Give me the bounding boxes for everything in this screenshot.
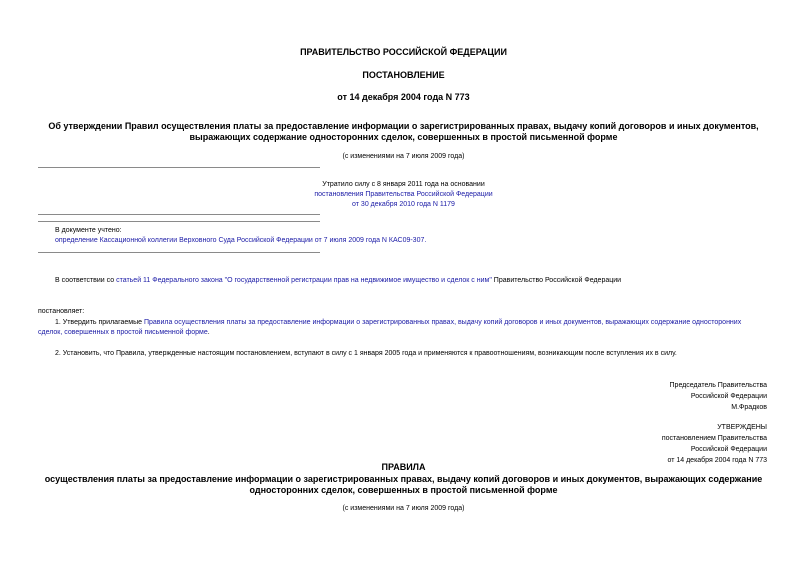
rules-title-line2: односторонних сделок, совершенных в простой письменной форме (249, 485, 558, 495)
divider (38, 167, 320, 168)
preamble-text-after: Правительство Российской Федерации (491, 277, 622, 284)
considered-label: В документе учтено: (55, 227, 122, 234)
approved-line3: Российской Федерации (690, 446, 767, 453)
rules-title-line1: осуществления платы за предоставление информации о зарегистрированных правах, выдачу копий договоров и иных документов, выражающих содержание (44, 474, 763, 484)
divider (38, 221, 320, 222)
doc-type: ПОСТАНОВЛЕНИЕ (362, 70, 445, 80)
item1-line2 (38, 329, 210, 336)
item1-text-after: . (207, 329, 210, 336)
approved-line4: от 14 декабря 2004 года N 773 (667, 457, 767, 464)
signature-line1: Председатель Правительства (669, 382, 767, 389)
preamble-law-link[interactable]: статьей 11 Федерального закона "О государственной регистрации прав на недвижимое имущество и сделок с ним" (116, 277, 492, 284)
amendments-note: (с изменениями на 7 июля 2009 года) (342, 153, 465, 160)
approved-line2: постановлением Правительства (661, 435, 767, 442)
doc-title-line1: Об утверждении Правил осуществления платы за предоставление информации о зарегистрированных правах, выдачу копий договоров и иных документов, (48, 121, 759, 131)
doc-title-line2: выражающих содержание односторонних сделок, совершенных в простой письменной форме (189, 132, 618, 142)
approved-line1: УТВЕРЖДЕНЫ (717, 424, 767, 431)
signature-block (670, 380, 767, 413)
doc-date-number: от 14 декабря 2004 года N 773 (337, 92, 470, 102)
decides-text: постановляет: (38, 308, 85, 315)
divider (38, 252, 320, 253)
item2: 2. Установить, что Правила, утвержденные настоящим постановлением, вступают в силу с 1 января 2005 года и применяются к правоотношениям, возникающим после вступления их в силу. (55, 350, 677, 357)
rules-amendments-note: (с изменениями на 7 июля 2009 года) (342, 505, 465, 512)
item1-line1 (55, 319, 741, 326)
expired-link-line1[interactable]: постановления Правительства Российской Федерации (314, 191, 493, 198)
rules-heading: ПРАВИЛА (381, 462, 426, 472)
divider (38, 214, 320, 215)
item1-rules-link[interactable]: Правила осуществления платы за предоставление информации о зарегистрированных правах, выдачу копий договоров и иных документов, выражающих содержание односторонних (143, 319, 742, 326)
considered-link[interactable]: определение Кассационной коллегии Верховного Суда Российской Федерации от 7 июля 2009 года N КАС09-307. (55, 237, 427, 244)
signature-line2: Российской Федерации (690, 393, 767, 400)
preamble (55, 277, 621, 284)
expired-link-line2[interactable]: от 30 декабря 2010 года N 1179 (352, 201, 455, 208)
government-title: ПРАВИТЕЛЬСТВО РОССИЙСКОЙ ФЕДЕРАЦИИ (300, 47, 507, 57)
item1-text-before: 1. Утвердить прилагаемые (55, 319, 144, 326)
item1-rules-link-cont[interactable]: сделок, совершенных в простой письменной форме (38, 329, 208, 336)
expired-note: Утратило силу с 8 января 2011 года на основании (322, 181, 485, 188)
preamble-text-before: В соответствии со (55, 277, 117, 284)
signature-name: М.Фрадков (731, 404, 767, 411)
approved-block (662, 422, 767, 466)
